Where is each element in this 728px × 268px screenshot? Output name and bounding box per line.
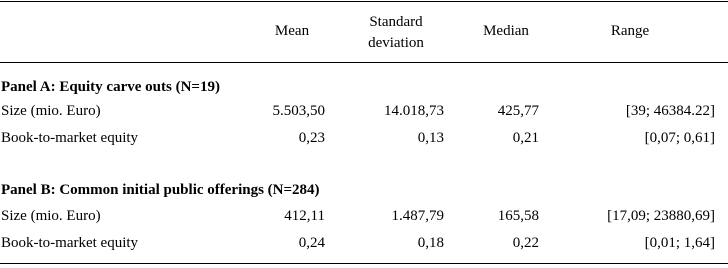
cell-mean: 0,24: [298, 235, 325, 251]
top-rule: [0, 1, 728, 2]
cell-median: 425,77: [497, 103, 539, 119]
cell-range: [39; 46384.22]: [625, 103, 715, 119]
cell-sd: 0,18: [417, 235, 444, 251]
cell-mean: 0,23: [298, 130, 325, 146]
bottom-rule: [0, 263, 728, 264]
cell-median: 0,21: [512, 130, 539, 146]
header-median: Median: [483, 23, 529, 39]
header-mean: Mean: [274, 23, 310, 39]
row-label: Book-to-market equity: [1, 130, 139, 146]
row-label: Size (mio. Euro): [1, 208, 101, 224]
panel-b-title: Panel B: Common initial public offerings (N=284): [1, 182, 320, 198]
cell-mean: 412,11: [284, 208, 325, 224]
row-label: Book-to-market equity: [1, 235, 139, 251]
header-range: Range: [610, 23, 650, 39]
row-label: Size (mio. Euro): [1, 103, 101, 119]
cell-range: [17,09; 23880,69]: [607, 208, 715, 224]
cell-sd: 0,13: [417, 130, 444, 146]
panel-a-title: Panel A: Equity carve outs (N=19): [1, 79, 220, 95]
header-sd-line2: deviation: [368, 35, 424, 51]
header-sd-line1: Standard: [369, 14, 423, 30]
cell-mean: 5.503,50: [272, 103, 325, 119]
cell-sd: 1.487,79: [391, 208, 444, 224]
cell-range: [0,01; 1,64]: [644, 235, 715, 251]
header-rule: [0, 62, 728, 63]
cell-sd: 14.018,73: [384, 103, 444, 119]
cell-median: 0,22: [512, 235, 539, 251]
cell-range: [0,07; 0,61]: [644, 130, 715, 146]
cell-median: 165,58: [497, 208, 539, 224]
